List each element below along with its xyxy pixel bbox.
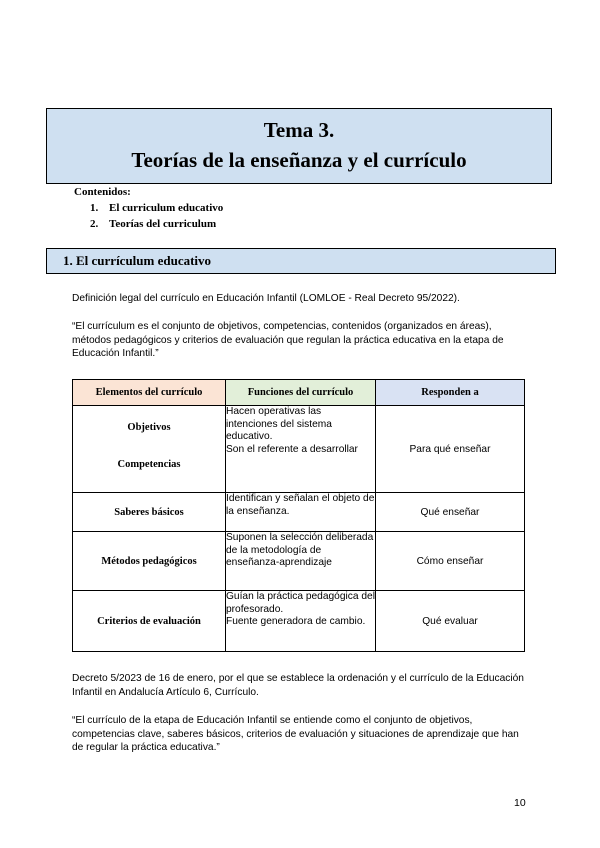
element-cell: Competencias — [117, 459, 181, 470]
element-cell: Métodos pedagógicos — [73, 532, 226, 591]
paragraph-quote-decree: “El currículo de la etapa de Educación Infantil se entiende como el conjunto de objetivos, competencias clave, saberes básicos, criterios de evaluación y situaciones de aprendizaje que han de regular la práctica educativa.” — [72, 715, 519, 753]
table-row — [73, 406, 525, 493]
chapter-title: Teorías de la enseñanza y el currículo — [131, 148, 467, 172]
function-cell: Guían la práctica pedagógica del profesorado. — [226, 591, 375, 615]
table-header: Funciones del currículo — [226, 380, 376, 406]
answer-cell: Para qué enseñar — [376, 406, 525, 493]
page-number: 10 — [514, 797, 526, 809]
answer-cell: Qué evaluar — [376, 591, 525, 652]
paragraph-decree: Decreto 5/2023 de 16 de enero, por el que se establece la ordenación y el currículo de la Educación Infantil en Andalucía Artículo 6, Currículo. — [72, 673, 524, 698]
contents-item: 2. Teorías del curriculum — [90, 218, 217, 230]
paragraph-legal-definition: Definición legal del currículo en Educación Infantil (LOMLOE - Real Decreto 95/2022). — [72, 293, 460, 304]
section-heading: 1. El currículum educativo — [46, 248, 556, 274]
contents-item: 1. El curriculum educativo — [90, 202, 224, 214]
element-cell: Criterios de evaluación — [73, 591, 226, 652]
table-row — [73, 532, 525, 591]
table-header: Responden a — [376, 380, 525, 406]
element-cell: Saberes básicos — [73, 493, 226, 532]
element-cell: Objetivos — [127, 422, 171, 433]
chapter-number: Tema 3. — [263, 118, 335, 142]
paragraph-quote-lomloe: “El currículum es el conjunto de objetivos, competencias, contenidos (organizados en áreas), métodos pedagógicos y criterios de evaluación que regulan la práctica educativa en la etapa de Educación Infantil.” — [72, 321, 504, 359]
function-cell: Suponen la selección deliberada de la metodología de enseñanza-aprendizaje — [226, 532, 374, 568]
function-cell: Fuente generadora de cambio. — [226, 616, 366, 627]
table-row — [73, 493, 525, 532]
chapter-title-box — [46, 108, 552, 184]
answer-cell: Cómo enseñar — [376, 532, 525, 591]
contents-list — [74, 184, 223, 232]
contents-heading: Contenidos: — [74, 186, 131, 198]
table-header: Elementos del currículo — [73, 380, 226, 406]
table-row — [73, 591, 525, 652]
curriculum-table — [72, 379, 525, 652]
function-cell: Hacen operativas las intenciones del sistema educativo. — [226, 406, 332, 442]
function-cell: Identifican y señalan el objeto de la enseñanza. — [226, 493, 375, 517]
answer-cell: Qué enseñar — [376, 493, 525, 532]
function-cell: Son el referente a desarrollar — [226, 443, 358, 455]
